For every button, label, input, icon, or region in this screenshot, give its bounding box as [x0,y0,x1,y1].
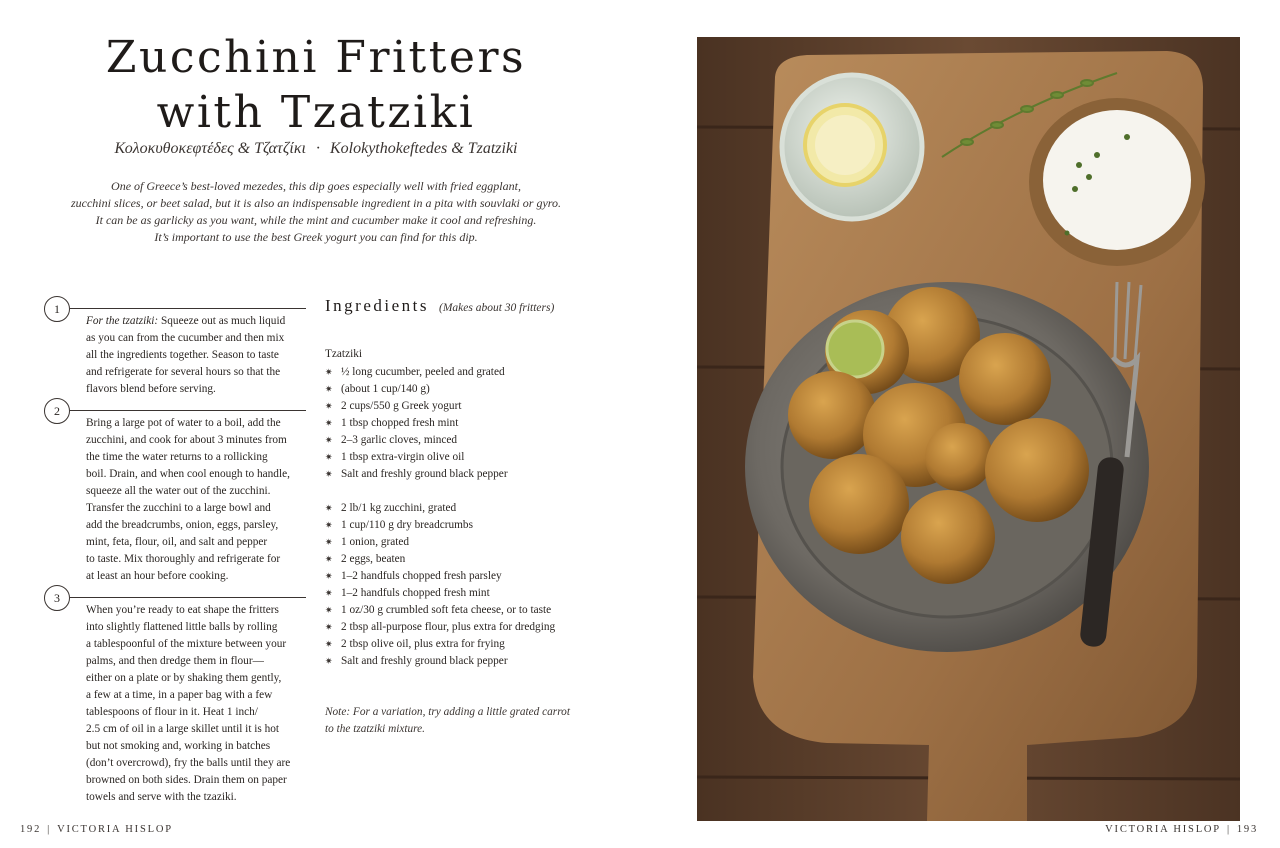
page-number: 193 [1236,824,1258,835]
ingredients-panel [325,296,605,667]
step-line: into slightly flattened little balls by rolling [86,621,278,633]
step-line: Bring a large pot of water to a boil, add the [86,417,281,429]
step-line: but not smoking and, working in batches [86,740,271,752]
step-line: the time the water returns to a rollicking [86,451,268,463]
bullet-icon: ✷ [325,401,333,411]
step-line: to taste. Mix thoroughly and refrigerate for [86,553,281,565]
step-line: a few at a time, in a paper bag with a few [86,689,273,701]
step-line: boil. Drain, and when cool enough to handle, [86,468,290,480]
ingredient-text: Salt and freshly ground black pepper [341,655,508,667]
ingredients-heading [325,296,605,316]
tzatziki-ingredient-list [325,364,605,483]
ingredient-item [325,398,605,415]
bullet-icon: ✷ [325,571,333,581]
intro-line: One of Greece’s best-loved mezedes, this dip goes especially well with fried eggplant, [111,179,521,193]
running-head-author: VICTORIA HISLOP [1105,824,1221,835]
ingredient-text: Salt and freshly ground black pepper [341,468,508,480]
bullet-icon: ✷ [325,622,333,632]
ingredient-item [325,585,605,602]
recipe-note [325,704,595,738]
ingredient-item [325,534,605,551]
ingredient-text: 1 onion, grated [341,536,410,548]
note-line: Note: For a variation, try adding a little grated carrot [325,706,570,718]
ingredient-text: 2 eggs, beaten [341,553,406,565]
ingredient-item [325,466,605,483]
running-head-author: VICTORIA HISLOP [57,824,173,835]
ingredient-text: 2–3 garlic cloves, minced [341,434,458,446]
step-text [86,313,310,398]
ingredient-item [325,415,605,432]
step-line: a tablespoonful of the mixture between your [86,638,287,650]
title-line: Zucchini Fritters [105,32,527,83]
ingredient-item [325,500,605,517]
ingredient-item [325,364,605,381]
fritter [985,418,1089,522]
fritter [809,454,909,554]
tzatziki-label: Tzatziki [325,348,363,360]
bullet-icon: ✷ [325,605,333,615]
footer-left [20,824,173,835]
bullet-icon: ✷ [325,656,333,666]
ingredients-title: Ingredients [325,296,429,315]
ingredient-text: ½ long cucumber, peeled and grated [341,366,505,378]
ingredient-item [325,619,605,636]
intro-line: It’s important to use the best Greek yogurt you can find for this dip. [154,230,478,244]
ingredient-text: 1–2 handfuls chopped fresh mint [341,587,490,599]
bullet-icon: ✷ [325,452,333,462]
step-line: towels and serve with the tzaziki. [86,791,237,803]
recipe-title [30,30,602,140]
fritter [959,333,1051,425]
step-text [86,415,310,585]
step-number-badge: 1 [44,296,70,322]
fritter [901,490,995,584]
ingredient-item [325,449,605,466]
recipe-intro [30,178,602,246]
ingredient-item [325,381,605,398]
ingredient-text: 2 tbsp olive oil, plus extra for frying [341,638,505,650]
step-line: Transfer the zucchini to a large bowl and [86,502,271,514]
bullet-icon: ✷ [325,503,333,513]
food-photograph [697,37,1240,821]
step-line: flavors blend before serving. [86,383,216,395]
step-line: either on a plate or by shaking them gently, [86,672,282,684]
fritter-ingredient-list [325,500,605,670]
footer-separator: | [47,824,52,835]
ingredient-text: 1 cup/110 g dry breadcrumbs [341,519,473,531]
step-line: browned on both sides. Drain them on paper [86,774,287,786]
step-line: all the ingredients together. Season to taste [86,349,279,361]
step-line: Squeeze out as much liquid [161,315,286,327]
step-line: (don’t overcrowd), fry the balls until they are [86,757,291,769]
step-rule [70,308,306,309]
step-line: tablespoons of flour in it. Heat 1 inch/ [86,706,258,718]
bullet-icon: ✷ [325,418,333,428]
fritter-cross-section [827,321,883,377]
ingredient-text: 1 tbsp chopped fresh mint [341,417,459,429]
ingredient-item [325,517,605,534]
step-rule [70,410,306,411]
step-lead: For the tzatziki: [86,315,159,327]
footer-separator: | [1226,824,1231,835]
step-text [86,602,310,806]
bullet-icon: ✷ [325,384,333,394]
ingredient-text: 1–2 handfuls chopped fresh parsley [341,570,502,582]
fritter [925,423,993,491]
bullet-icon: ✷ [325,639,333,649]
intro-line: zucchini slices, or beet salad, but it is also an indispensable ingredient in a pita with souvlaki or gyro. [70,196,562,210]
ingredient-item [325,602,605,619]
tzatziki-dip [1043,110,1191,250]
ingredient-text: 2 lb/1 kg zucchini, grated [341,502,457,514]
ingredient-item [325,636,605,653]
title-line: with Tzatziki [156,87,476,138]
step-line: squeeze all the water out of the zucchini. [86,485,271,497]
bullet-icon: ✷ [325,554,333,564]
intro-line: It can be as garlicky as you want, while the mint and cucumber make it cool and refreshing. [95,213,537,227]
footer-right [1105,824,1258,835]
fritters-photo-illustration [697,37,1240,821]
ingredient-item [325,432,605,449]
bullet-icon: ✷ [325,469,333,479]
step-line: mint, feta, flour, oil, and salt and pepper [86,536,268,548]
subtitle-separator: · [315,140,320,157]
subtitle-latin: Kolokythokeftedes & Tzatziki [329,140,518,157]
note-line: to the tzatziki mixture. [325,723,425,735]
step-line: When you’re ready to eat shape the fritters [86,604,279,616]
ingredients-yield: (Makes about 30 fritters) [438,302,555,314]
bullet-icon: ✷ [325,435,333,445]
bullet-icon: ✷ [325,520,333,530]
page-number: 192 [20,824,42,835]
lemon-flesh [815,115,875,175]
step-line: at least an hour before cooking. [86,570,229,582]
subtitle-greek: Κολοκυθοκεφτέδες & Τζατζίκι [114,140,306,157]
ingredient-text: 1 tbsp extra-virgin olive oil [341,451,465,463]
bullet-icon: ✷ [325,588,333,598]
ingredient-text: 2 tbsp all-purpose flour, plus extra for dredging [341,621,556,633]
ingredient-text: (about 1 cup/140 g) [341,383,430,395]
step-line: as you can from the cucumber and then mix [86,332,285,344]
ingredient-item [325,551,605,568]
recipe-subtitle [30,140,602,158]
step-line: 2.5 cm of oil in a large skillet until it is hot [86,723,280,735]
bullet-icon: ✷ [325,367,333,377]
step-rule [70,597,306,598]
ingredient-text: 2 cups/550 g Greek yogurt [341,400,462,412]
step-line: zucchini, and cook for about 3 minutes from [86,434,287,446]
step-line: add the breadcrumbs, onion, eggs, parsley, [86,519,279,531]
step-line: and refrigerate for several hours so that the [86,366,281,378]
step-number-badge: 2 [44,398,70,424]
step-line: palms, and then dredge them in flour— [86,655,264,667]
fritter [788,371,876,459]
ingredient-item [325,568,605,585]
bullet-icon: ✷ [325,537,333,547]
ingredient-text: 1 oz/30 g crumbled soft feta cheese, or to taste [341,604,552,616]
ingredient-item [325,653,605,670]
step-number-badge: 3 [44,585,70,611]
